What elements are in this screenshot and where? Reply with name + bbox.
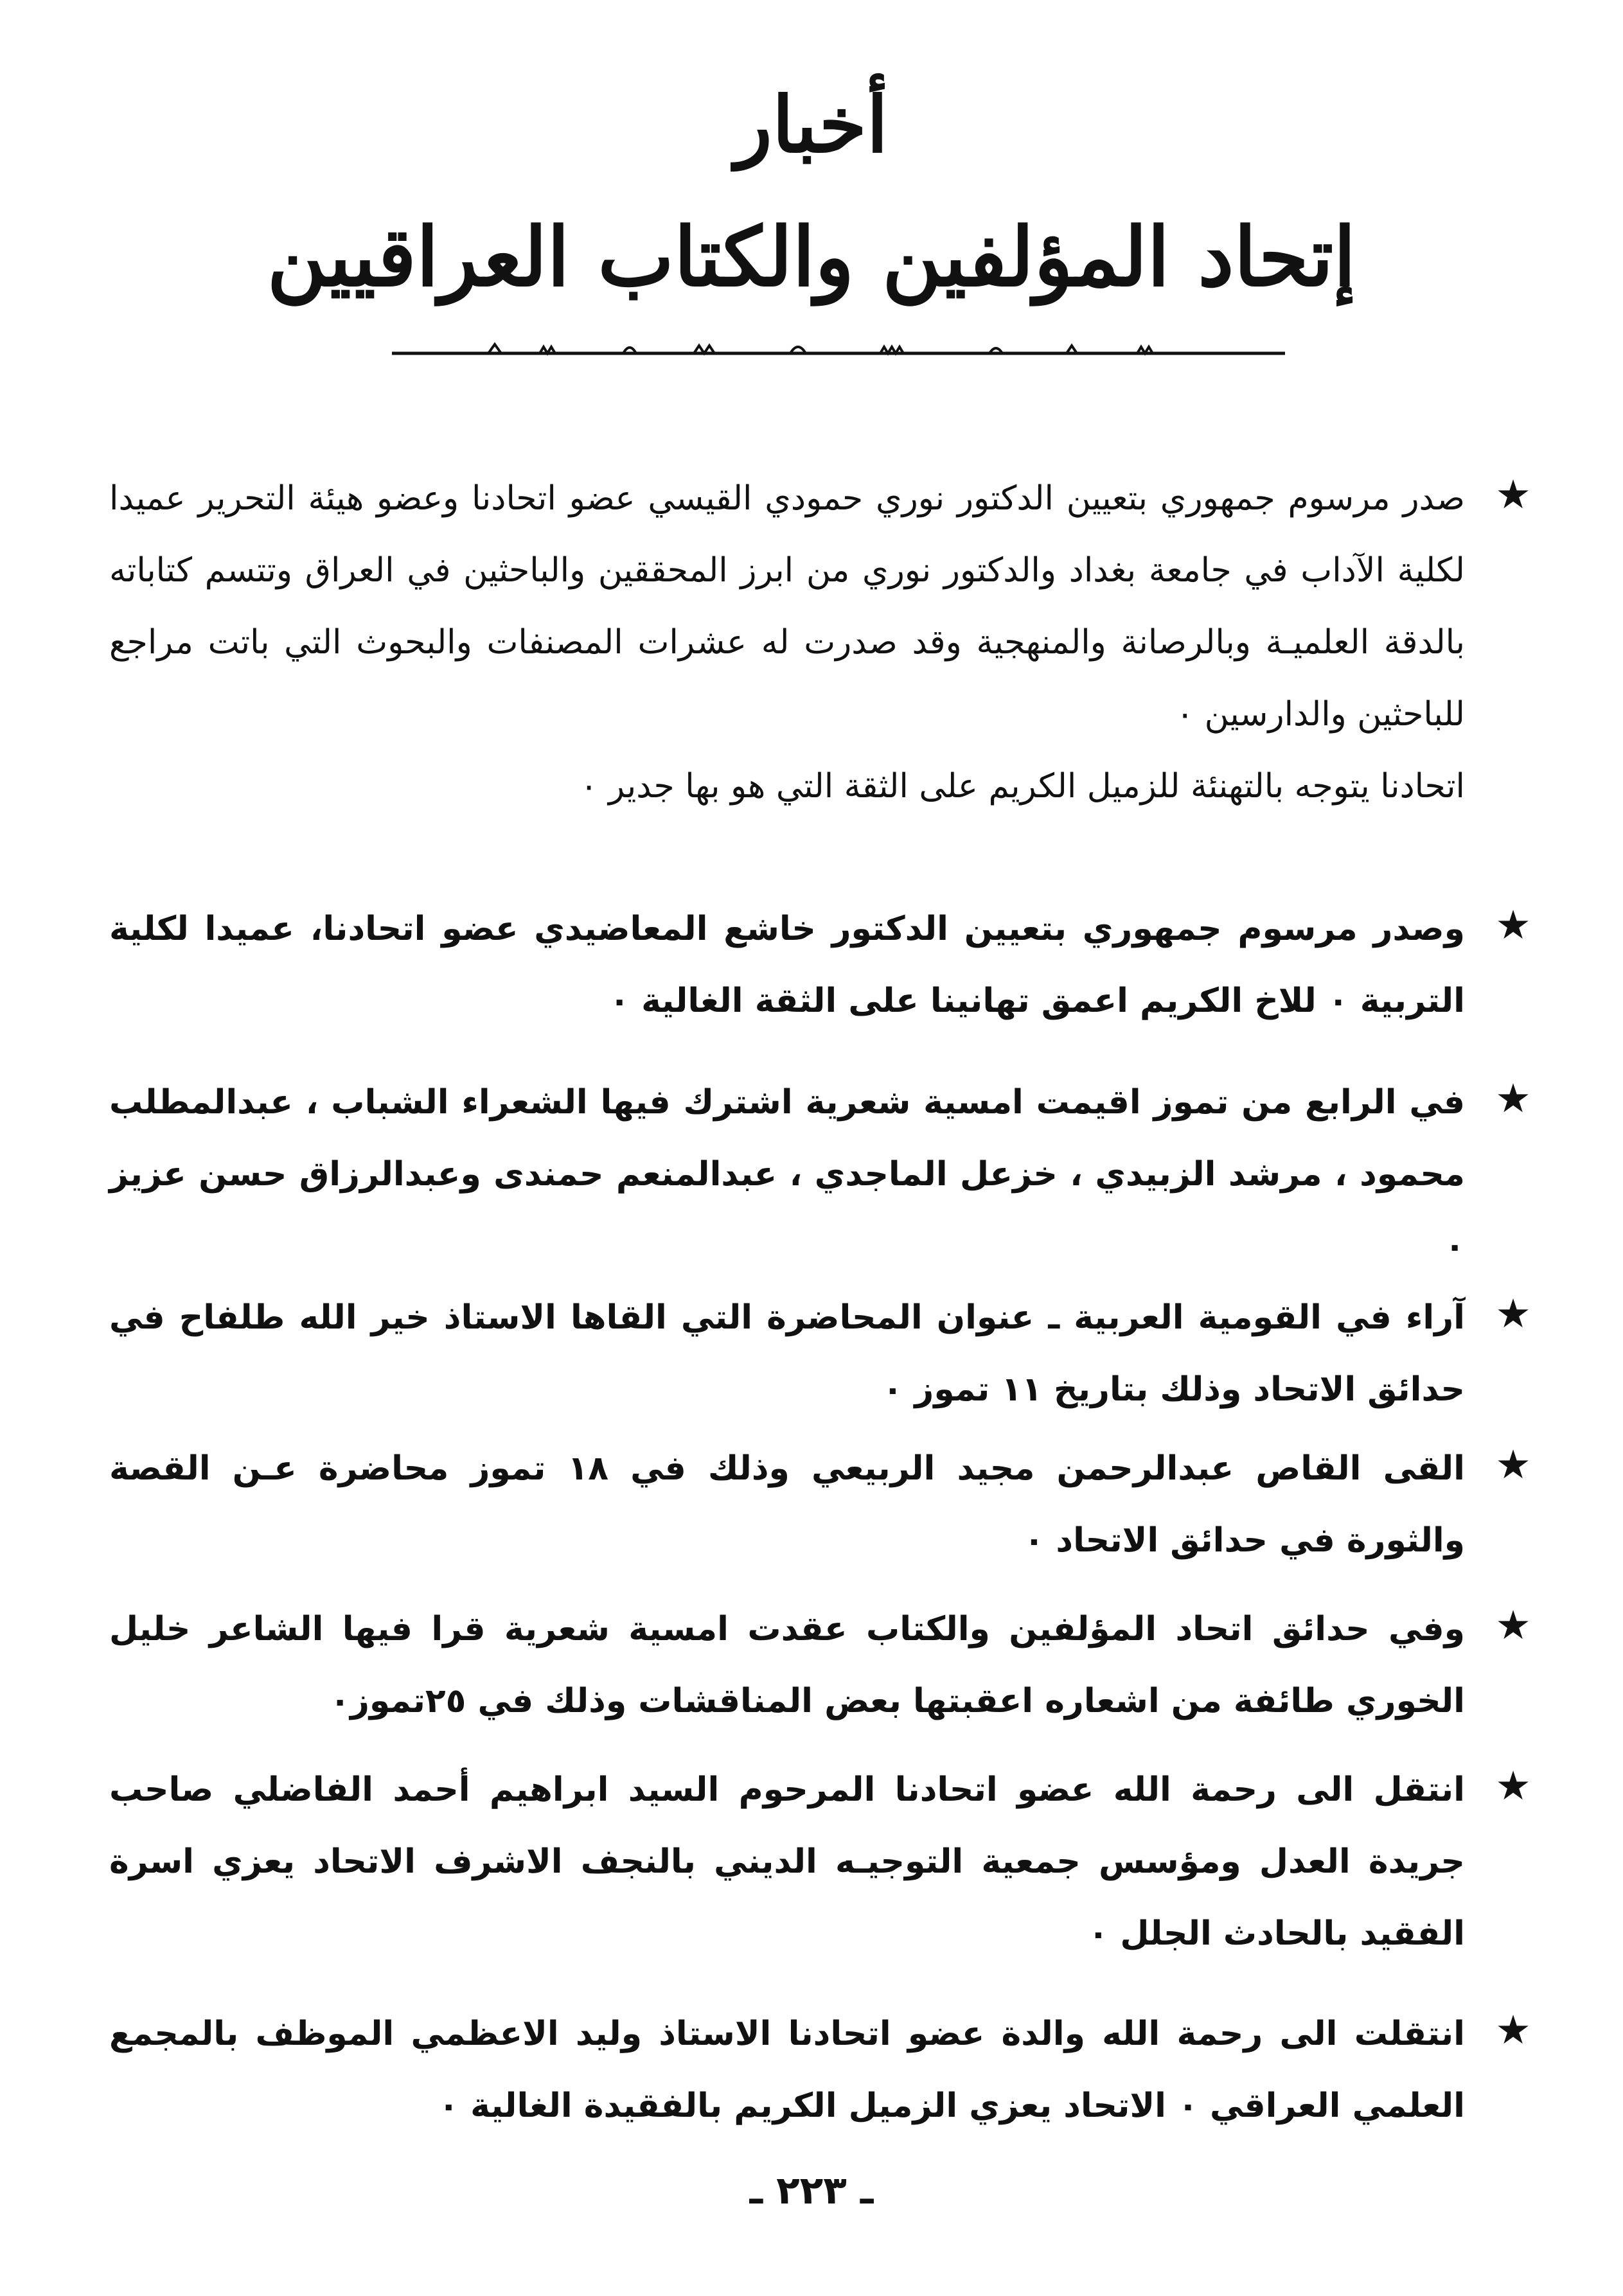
- news-item-text: انتقلت الى رحمة الله والدة عضو اتحادنا الاستاذ وليد الاعظمي الموظف بالمجمع العلمي العراقي ٠ الاتحاد يعزي الزميل الكريم بالفقيدة الغالية ٠: [109, 2015, 1465, 2125]
- news-item-text: وفي حدائق اتحاد المؤلفين والكتاب عقدت امسية شعرية قرا فيها الشاعر خليل الخوري طائفة من اشعاره اعقبتها بعض المناقشات وذلك في ٢٥تموز٠: [109, 1610, 1465, 1720]
- news-item-text: صدر مرسوم جمهوري بتعيين الدكتور نوري حمودي القيسي عضو اتحادنا وعضو هيئة التحرير عميدا لكلية الآداب في جامعة بغداد والدكتور نوري من ابرز المحققين والباحثين في العراق وتتسم كتاباته بالدقة العلميـة وبالرصانة والمنهجية وقد صدرت له عشرات المصنفات والبحوث التي باتت مراجع للباحثين والدارسين ٠: [109, 479, 1465, 734]
- title-underline-ornament: [392, 334, 1285, 366]
- news-item-text: انتقل الى رحمة الله عضو اتحادنا المرحوم السيد ابراهيم أحمد الفاضلي صاحب جريدة العدل ومؤسس جمعية التوجيـه الديني بالنجف الاشرف الاتحاد يعزي اسرة الفقيد بالحادث الجلل ٠: [109, 1771, 1465, 1953]
- news-item-text: وصدر مرسوم جمهوري بتعيين الدكتور خاشع المعاضيدي عضو اتحادنا، عميدا لكلية التربية ٠ للاخ الكريم اعمق تهانينا على الثقة الغالية ٠: [109, 910, 1465, 1020]
- star-bullet-icon: ★: [1495, 1762, 1531, 1809]
- page-number: ـ ٢٢٣ ـ: [749, 2168, 874, 2213]
- news-item-text: آراء في القومية العربية ـ عنوان المحاضرة التي القاها الاستاذ خير الله طلفاح في حدائق الاتحاد وذلك بتاريخ ١١ تموز ٠: [109, 1298, 1465, 1409]
- star-bullet-icon: ★: [1495, 471, 1531, 518]
- star-bullet-icon: ★: [1495, 1290, 1531, 1337]
- star-bullet-icon: ★: [1495, 2006, 1531, 2053]
- star-bullet-icon: ★: [1495, 901, 1531, 948]
- header-title-top: أخبار: [734, 80, 889, 170]
- news-item-text: القى القاص عبدالرحمن مجيد الربيعي وذلك في ١٨ تموز محاضرة عـن القصة والثورة في حدائق الاتحاد ٠: [109, 1449, 1466, 1560]
- header: [0, 77, 1623, 315]
- star-bullet-icon: ★: [1495, 1075, 1531, 1122]
- news-item-text: في الرابع من تموز اقيمت امسية شعرية اشترك فيها الشعراء الشباب ، عبدالمطلب محمود ، مرشد الزبيدي ، خزعل الماجدي ، عبدالمنعم حمندى وعبدالرزاق حسن عزيز ٠: [109, 1083, 1465, 1266]
- header-title-main: إتحاد المؤلفين والكتاب العراقيين: [267, 209, 1356, 305]
- star-bullet-icon: ★: [1495, 1602, 1531, 1648]
- news-item-text: اتحادنا يتوجه بالتهنئة للزميل الكريم على الثقة التي هو بها جدير ٠: [580, 767, 1465, 806]
- star-bullet-icon: ★: [1495, 1441, 1531, 1488]
